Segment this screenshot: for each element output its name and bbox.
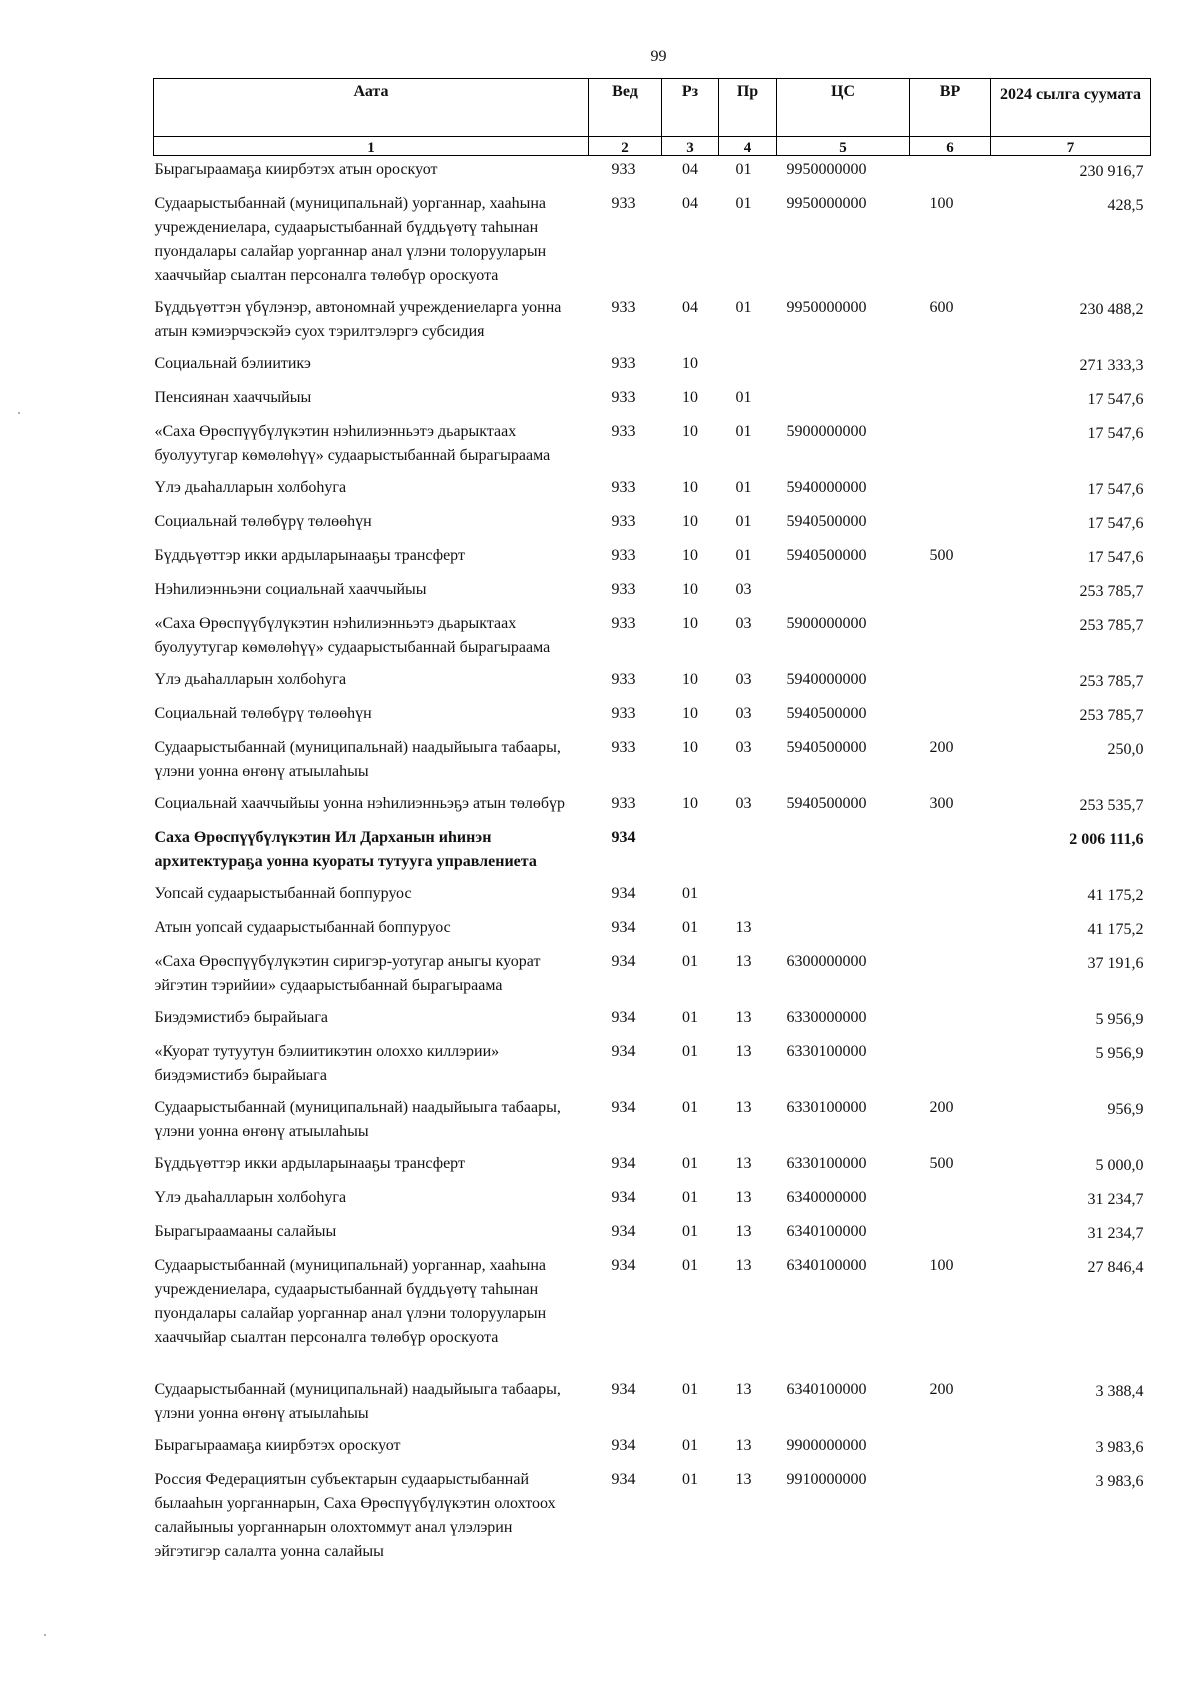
table-row bbox=[154, 508, 1151, 542]
row-amount: 253 785,7 bbox=[1079, 707, 1144, 724]
header-vr: ВР bbox=[910, 79, 991, 137]
row-rz: 10 bbox=[682, 389, 698, 406]
row-pr: 03 bbox=[735, 739, 752, 756]
page-number: 99 bbox=[650, 48, 667, 65]
row-pr bbox=[719, 824, 777, 880]
row-rz: 04 bbox=[682, 195, 698, 212]
row-pr: 01 bbox=[735, 195, 752, 212]
table-row bbox=[154, 1218, 1151, 1252]
row-pr: 03 bbox=[735, 581, 752, 598]
row-name: «Саха Өрөспүүбүлүкэтин нэһилиэнньэтэ дьарыктаах буолуутугар көмөлөһүү» судаарыстыбаннай бырагыраама bbox=[154, 423, 551, 464]
row-amount: 250,0 bbox=[1107, 741, 1144, 758]
table-row bbox=[154, 474, 1151, 508]
row-pr: 13 bbox=[735, 1437, 752, 1454]
row-ved: 933 bbox=[611, 581, 636, 598]
table-row bbox=[154, 1432, 1151, 1466]
table-row bbox=[154, 1094, 1151, 1150]
row-amount: 230 916,7 bbox=[1079, 163, 1144, 180]
row-rz: 01 bbox=[682, 1189, 698, 1206]
row-name: Үлэ дьаһалларын холбоһуга bbox=[154, 1189, 347, 1206]
row-name: Бүддьүөттэр икки ардыларынааҕы трансферт bbox=[154, 1155, 465, 1172]
row-ved: 934 bbox=[611, 1381, 636, 1398]
row-rz: 01 bbox=[682, 885, 698, 902]
table-row bbox=[154, 700, 1151, 734]
table-header bbox=[154, 79, 1151, 156]
table-row bbox=[154, 1376, 1151, 1432]
row-pr bbox=[719, 350, 777, 384]
row-ved: 933 bbox=[611, 299, 636, 316]
table-row bbox=[154, 1252, 1151, 1376]
scan-speck bbox=[44, 1634, 46, 1636]
row-cs: 6340100000 bbox=[786, 1257, 867, 1274]
row-cs: 6330100000 bbox=[786, 1043, 867, 1060]
table-row bbox=[154, 914, 1151, 948]
row-vr: 100 bbox=[929, 1257, 954, 1274]
row-name: Биэдэмистибэ бырайыага bbox=[154, 1009, 328, 1026]
row-rz: 01 bbox=[682, 1043, 698, 1060]
header-cs: ЦС bbox=[777, 79, 910, 137]
row-name: «Саха Өрөспүүбүлүкэтин сиригэр-уотугар аныгы куорат эйгэтин тэрийии» судаарыстыбаннай бырагыраама bbox=[154, 953, 541, 994]
row-vr bbox=[910, 474, 991, 508]
row-name: Бүддьүөттэн үбүлэнэр, автономнай учреждениеларга уонна атын кэмиэрчэскэйэ суох тэрилтэлэргэ субсидия bbox=[154, 299, 562, 340]
row-pr: 13 bbox=[735, 1009, 752, 1026]
row-ved: 933 bbox=[611, 795, 636, 812]
row-ved: 934 bbox=[611, 1471, 636, 1488]
row-ved: 934 bbox=[611, 1437, 636, 1454]
row-vr bbox=[910, 508, 991, 542]
row-amount: 17 547,6 bbox=[1087, 515, 1144, 532]
row-pr: 13 bbox=[735, 1471, 752, 1488]
row-vr bbox=[910, 384, 991, 418]
row-vr bbox=[910, 948, 991, 1004]
header-rz: Рз bbox=[662, 79, 719, 137]
row-pr: 13 bbox=[735, 1381, 752, 1398]
row-amount: 17 547,6 bbox=[1087, 481, 1144, 498]
row-name: Судаарыстыбаннай (муниципальнай) уорганнар, хааһына учреждениелара, судаарыстыбаннай бүддьүөтү таһынан пуондалары салайар уорганнар анал үлэни толорууларын хааччыйар сыалтан персоналга төлөбүр ороскуота bbox=[154, 195, 547, 284]
row-cs bbox=[777, 824, 910, 880]
row-name: Бырагыраамаҕа киирбэтэх атын ороскуот bbox=[154, 161, 438, 178]
row-name: Социальнай бэлиитикэ bbox=[154, 355, 311, 372]
row-ved: 933 bbox=[611, 479, 636, 496]
row-rz: 01 bbox=[682, 1155, 698, 1172]
table-row bbox=[154, 350, 1151, 384]
row-ved: 933 bbox=[611, 355, 636, 372]
row-cs bbox=[777, 880, 910, 914]
row-vr: 200 bbox=[929, 1381, 954, 1398]
row-rz: 10 bbox=[682, 547, 698, 564]
row-pr: 03 bbox=[735, 705, 752, 722]
row-vr bbox=[910, 156, 991, 191]
row-rz: 10 bbox=[682, 513, 698, 530]
table-row bbox=[154, 1038, 1151, 1094]
row-ved: 933 bbox=[611, 161, 636, 178]
row-cs: 9950000000 bbox=[786, 299, 867, 316]
row-vr bbox=[910, 576, 991, 610]
row-cs: 6300000000 bbox=[786, 953, 867, 970]
row-amount: 3 388,4 bbox=[1095, 1383, 1144, 1400]
row-amount: 253 535,7 bbox=[1079, 797, 1144, 814]
row-vr bbox=[910, 1218, 991, 1252]
row-cs: 6330100000 bbox=[786, 1155, 867, 1172]
row-rz: 10 bbox=[682, 739, 698, 756]
row-ved: 934 bbox=[611, 1257, 636, 1274]
scan-speck bbox=[18, 412, 20, 414]
row-pr: 13 bbox=[735, 953, 752, 970]
row-name: Пенсиянан хааччыйыы bbox=[154, 389, 312, 406]
table-body bbox=[154, 156, 1151, 1571]
row-rz: 10 bbox=[682, 705, 698, 722]
table-row bbox=[154, 610, 1151, 666]
header-name: Аата bbox=[154, 79, 589, 137]
row-pr: 13 bbox=[735, 1043, 752, 1060]
row-name: Нэһилиэнньэни социальнай хааччыйыы bbox=[154, 581, 427, 598]
row-ved: 934 bbox=[611, 885, 636, 902]
row-ved: 934 bbox=[611, 1223, 636, 1240]
row-amount: 2 006 111,6 bbox=[1069, 831, 1144, 848]
table-row bbox=[154, 1184, 1151, 1218]
column-number: 3 bbox=[662, 137, 719, 156]
table-row bbox=[154, 294, 1151, 350]
row-ved: 934 bbox=[611, 829, 636, 846]
row-rz bbox=[662, 824, 719, 880]
row-amount: 956,9 bbox=[1107, 1101, 1144, 1118]
row-vr bbox=[910, 610, 991, 666]
row-vr bbox=[910, 824, 991, 880]
row-name: «Куорат тутуутун бэлиитикэтин олоххо киллэрии» биэдэмистибэ бырайыага bbox=[154, 1043, 500, 1084]
row-vr bbox=[910, 1004, 991, 1038]
row-vr bbox=[910, 418, 991, 474]
row-rz: 04 bbox=[682, 299, 698, 316]
row-vr bbox=[910, 700, 991, 734]
row-amount: 17 547,6 bbox=[1087, 425, 1144, 442]
row-pr: 13 bbox=[735, 1155, 752, 1172]
row-pr: 01 bbox=[735, 423, 752, 440]
row-rz: 01 bbox=[682, 1471, 698, 1488]
row-vr bbox=[910, 1038, 991, 1094]
row-cs: 5940000000 bbox=[786, 479, 867, 496]
row-amount: 5 956,9 bbox=[1095, 1045, 1144, 1062]
row-amount: 253 785,7 bbox=[1079, 673, 1144, 690]
row-cs: 9900000000 bbox=[786, 1437, 867, 1454]
row-vr bbox=[910, 1432, 991, 1466]
row-amount: 41 175,2 bbox=[1087, 921, 1144, 938]
row-pr: 01 bbox=[735, 161, 752, 178]
row-cs: 6340100000 bbox=[786, 1223, 867, 1240]
row-vr bbox=[910, 350, 991, 384]
column-number: 7 bbox=[991, 137, 1151, 156]
row-cs: 9950000000 bbox=[786, 161, 867, 178]
row-ved: 934 bbox=[611, 1009, 636, 1026]
row-name: «Саха Өрөспүүбүлүкэтин нэһилиэнньэтэ дьарыктаах буолуутугар көмөлөһүү» судаарыстыбаннай бырагыраама bbox=[154, 615, 551, 656]
table-row bbox=[154, 542, 1151, 576]
row-cs bbox=[777, 350, 910, 384]
row-pr bbox=[719, 880, 777, 914]
row-pr: 03 bbox=[735, 671, 752, 688]
row-amount: 17 547,6 bbox=[1087, 391, 1144, 408]
row-name: Үлэ дьаһалларын холбоһуга bbox=[154, 479, 347, 496]
row-amount: 3 983,6 bbox=[1095, 1439, 1144, 1456]
row-name: Саха Өрөспүүбүлүкэтин Ил Дарханын иһинэн архитектураҕа уонна куораты тутууга управлениета bbox=[154, 829, 537, 870]
row-rz: 10 bbox=[682, 615, 698, 632]
row-ved: 933 bbox=[611, 615, 636, 632]
row-name: Бырагыраамааны салайыы bbox=[154, 1223, 337, 1240]
table-row bbox=[154, 1004, 1151, 1038]
row-cs: 5900000000 bbox=[786, 423, 867, 440]
table-row bbox=[154, 880, 1151, 914]
row-cs: 6330100000 bbox=[786, 1099, 867, 1116]
row-pr: 03 bbox=[735, 615, 752, 632]
row-rz: 04 bbox=[682, 161, 698, 178]
header-ved: Вед bbox=[589, 79, 662, 137]
row-pr: 03 bbox=[735, 795, 752, 812]
row-vr: 300 bbox=[929, 795, 954, 812]
row-vr: 600 bbox=[929, 299, 954, 316]
row-name: Үлэ дьаһалларын холбоһуга bbox=[154, 671, 347, 688]
row-ved: 933 bbox=[611, 671, 636, 688]
row-cs: 5940500000 bbox=[786, 739, 867, 756]
row-name: Бырагыраамаҕа киирбэтэх ороскуот bbox=[154, 1437, 401, 1454]
row-amount: 3 983,6 bbox=[1095, 1473, 1144, 1490]
row-pr: 13 bbox=[735, 1099, 752, 1116]
row-cs: 9910000000 bbox=[786, 1471, 867, 1488]
row-pr: 01 bbox=[735, 547, 752, 564]
row-pr: 01 bbox=[735, 513, 752, 530]
row-name: Социальнай төлөбүрү төлөөһүн bbox=[154, 705, 372, 722]
row-cs bbox=[777, 384, 910, 418]
row-ved: 933 bbox=[611, 547, 636, 564]
table-row bbox=[154, 1150, 1151, 1184]
table-row bbox=[154, 948, 1151, 1004]
row-ved: 934 bbox=[611, 1189, 636, 1206]
table-row bbox=[154, 418, 1151, 474]
row-cs bbox=[777, 576, 910, 610]
row-amount: 428,5 bbox=[1107, 197, 1144, 214]
table-row bbox=[154, 156, 1151, 191]
row-cs: 5900000000 bbox=[786, 615, 867, 632]
row-rz: 10 bbox=[682, 479, 698, 496]
header-amount: 2024 сылга суумата bbox=[991, 79, 1151, 137]
table-row bbox=[154, 734, 1151, 790]
row-name: Уопсай судаарыстыбаннай боппуруос bbox=[154, 885, 412, 902]
row-vr: 500 bbox=[929, 547, 954, 564]
row-rz: 01 bbox=[682, 1381, 698, 1398]
table-row bbox=[154, 384, 1151, 418]
row-ved: 934 bbox=[611, 1099, 636, 1116]
row-name: Судаарыстыбаннай (муниципальнай) наадыйыыга табаары, үлэни уонна өҥөнү атыылаһыы bbox=[154, 739, 561, 780]
table-row bbox=[154, 190, 1151, 294]
row-rz: 01 bbox=[682, 1099, 698, 1116]
row-ved: 933 bbox=[611, 739, 636, 756]
column-number: 1 bbox=[154, 137, 589, 156]
row-pr: 13 bbox=[735, 919, 752, 936]
row-rz: 10 bbox=[682, 355, 698, 372]
row-pr: 01 bbox=[735, 299, 752, 316]
row-ved: 934 bbox=[611, 1155, 636, 1172]
row-ved: 934 bbox=[611, 1043, 636, 1060]
row-name: Социальнай хааччыйыы уонна нэһилиэнньэҕэ атын төлөбүр bbox=[154, 795, 566, 812]
row-amount: 17 547,6 bbox=[1087, 549, 1144, 566]
row-vr bbox=[910, 1184, 991, 1218]
row-cs: 5940500000 bbox=[786, 705, 867, 722]
row-rz: 10 bbox=[682, 581, 698, 598]
column-number: 6 bbox=[910, 137, 991, 156]
row-amount: 271 333,3 bbox=[1079, 357, 1144, 374]
row-vr bbox=[910, 880, 991, 914]
row-cs: 5940000000 bbox=[786, 671, 867, 688]
row-rz: 10 bbox=[682, 795, 698, 812]
row-name: Россия Федерациятын субъектарын судаарыстыбаннай былааһын уорганнарын, Саха Өрөспүүбүлүкэтин олохтоох салайыныы уорганнарын олохтоммут анал үлэлэрин эйгэтигэр салалта уонна салайыы bbox=[154, 1471, 556, 1560]
row-rz: 01 bbox=[682, 1257, 698, 1274]
row-name: Атын уопсай судаарыстыбаннай боппуруос bbox=[154, 919, 451, 936]
column-number: 4 bbox=[719, 137, 777, 156]
column-number: 2 bbox=[589, 137, 662, 156]
row-cs: 6340000000 bbox=[786, 1189, 867, 1206]
table-row bbox=[154, 790, 1151, 824]
row-vr bbox=[910, 666, 991, 700]
row-amount: 5 000,0 bbox=[1095, 1157, 1144, 1174]
table-row bbox=[154, 1466, 1151, 1570]
row-pr: 01 bbox=[735, 479, 752, 496]
row-cs: 9950000000 bbox=[786, 195, 867, 212]
header-pr: Пр bbox=[719, 79, 777, 137]
row-ved: 934 bbox=[611, 919, 636, 936]
table-row bbox=[154, 666, 1151, 700]
row-rz: 01 bbox=[682, 953, 698, 970]
budget-table bbox=[153, 78, 1151, 1570]
row-amount: 230 488,2 bbox=[1079, 301, 1144, 318]
row-ved: 933 bbox=[611, 705, 636, 722]
row-amount: 5 956,9 bbox=[1095, 1011, 1144, 1028]
row-vr: 200 bbox=[929, 739, 954, 756]
row-cs: 5940500000 bbox=[786, 513, 867, 530]
row-amount: 31 234,7 bbox=[1087, 1225, 1144, 1242]
row-pr: 13 bbox=[735, 1189, 752, 1206]
row-ved: 934 bbox=[611, 953, 636, 970]
row-amount: 253 785,7 bbox=[1079, 583, 1144, 600]
row-name: Судаарыстыбаннай (муниципальнай) уорганнар, хааһына учреждениелара, судаарыстыбаннай бүддьүөтү таһынан пуондалары салайар уорганнар анал үлэни толорууларын хааччыйар сыалтан персоналга төлөбүр ороскуота bbox=[154, 1257, 547, 1346]
row-rz: 01 bbox=[682, 1437, 698, 1454]
row-name: Судаарыстыбаннай (муниципальнай) наадыйыыга табаары, үлэни уонна өҥөнү атыылаһыы bbox=[154, 1381, 561, 1422]
row-rz: 01 bbox=[682, 1009, 698, 1026]
row-name: Бүддьүөттэр икки ардыларынааҕы трансферт bbox=[154, 547, 465, 564]
row-ved: 933 bbox=[611, 513, 636, 530]
row-pr: 13 bbox=[735, 1223, 752, 1240]
row-amount: 253 785,7 bbox=[1079, 617, 1144, 634]
row-vr: 100 bbox=[929, 195, 954, 212]
row-vr bbox=[910, 914, 991, 948]
row-ved: 933 bbox=[611, 423, 636, 440]
row-cs: 6340100000 bbox=[786, 1381, 867, 1398]
row-rz: 01 bbox=[682, 919, 698, 936]
row-ved: 933 bbox=[611, 389, 636, 406]
table-row bbox=[154, 576, 1151, 610]
row-vr: 200 bbox=[929, 1099, 954, 1116]
row-ved: 933 bbox=[611, 195, 636, 212]
row-rz: 01 bbox=[682, 1223, 698, 1240]
row-amount: 37 191,6 bbox=[1087, 955, 1144, 972]
row-cs: 5940500000 bbox=[786, 547, 867, 564]
row-amount: 31 234,7 bbox=[1087, 1191, 1144, 1208]
row-cs bbox=[777, 914, 910, 948]
row-pr: 01 bbox=[735, 389, 752, 406]
row-vr bbox=[910, 1466, 991, 1570]
row-amount: 41 175,2 bbox=[1087, 887, 1144, 904]
row-name: Социальнай төлөбүрү төлөөһүн bbox=[154, 513, 372, 530]
row-rz: 10 bbox=[682, 671, 698, 688]
row-rz: 10 bbox=[682, 423, 698, 440]
row-pr: 13 bbox=[735, 1257, 752, 1274]
row-amount: 27 846,4 bbox=[1087, 1259, 1144, 1276]
row-vr: 500 bbox=[929, 1155, 954, 1172]
column-number: 5 bbox=[777, 137, 910, 156]
row-cs: 6330000000 bbox=[786, 1009, 867, 1026]
table-row bbox=[154, 824, 1151, 880]
row-name: Судаарыстыбаннай (муниципальнай) наадыйыыга табаары, үлэни уонна өҥөнү атыылаһыы bbox=[154, 1099, 561, 1140]
row-cs: 5940500000 bbox=[786, 795, 867, 812]
